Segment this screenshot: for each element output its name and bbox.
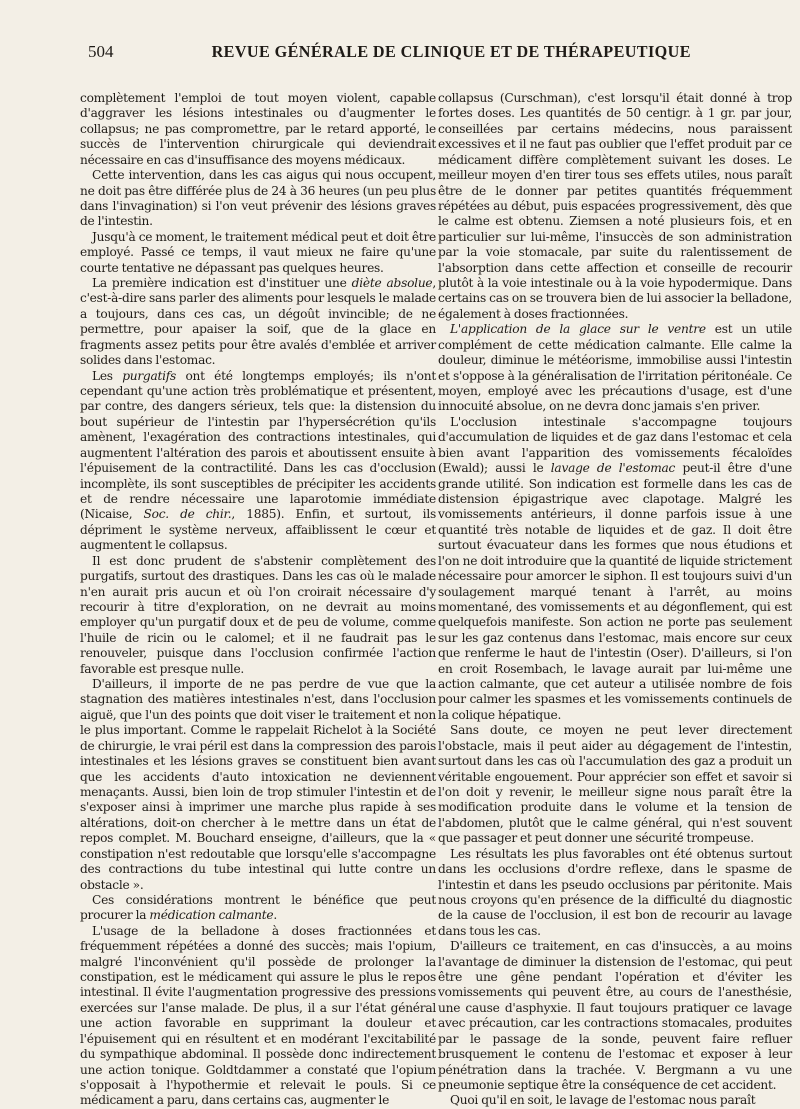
text-run: Les [92, 368, 123, 383]
paragraph [80, 230, 436, 276]
text-run: collapsus (Curschman), c'est lorsqu'il était donné à trop fortes doses. Les quantités de 50 centigr. à 1 gr. par jour, conseillées par certains médecins, nous paraissent excessives et il ne faut pas oublier que l'effet produit par ce médicament diffère complètement suivant les doses. Le meilleur moyen d'en tirer tous ses effets utiles, nous paraît être de le donner par petites quantités fréquemment répétées au début, puis espacées progressivement, dès que le calme est obtenu. Ziemsen a noté plusieurs fois, et en particulier sur lui-même, l'insuccès de son administration par la voie stomacale, par suite du ralentissement de l'absorption dans cette affection et conseille de recourir plutôt à la voie intestinale ou à la voie hypodermique. Dans certains cas on se trouvera bien de lui associer la belladone, également à doses fractionnées. [438, 91, 792, 321]
text-run: D'ailleurs ce traitement, en cas d'insuccès, a au moins l'avantage de diminuer la distension de l'estomac, qui peut être une gêne pendant l'opération et d'éviter les vomissements qui peuvent être, au cours de l'anesthésie, une cause d'asphyxie. Il faut toujours pratiquer ce lavage avec précaution, car les contractions stomacales, produites par le passage de la sonde, peuvent faire refluer brusquement le contenu de l'estomac et exposer à leur pénétration dans la trachée. V. Bergmann a vu une pneumonie septique être la conséquence de cet accident. [438, 939, 792, 1092]
italic-text: diète absolue [351, 276, 433, 291]
paragraph [80, 276, 436, 369]
text-run: D'ailleurs, il importe de ne pas perdre de vue que la stagnation des matières intestinales n'est, dans l'occlusion aiguë, que l'un des points que doit viser le traitement et non le plus important. Comme le rappelait Richelot à la Société de chirurgie, le vrai péril est dans la compression des parois intestinales et les lésions graves se constituent bien avant que les accidents d'auto intoxication ne deviennent menaçants. Aussi, bien loin de trop stimuler l'intestin et de s'exposer ainsi à imprimer une marche plus rapide à ses altérations, doit-on chercher à le mettre dans un état de repos complet. M. Bouchard enseigne, d'ailleurs, que la « constipation n'est redoutable que lorsqu'elle s'accompagne des contractions du tube intestinal qui lutte contre un obstacle ». [80, 677, 436, 892]
text-run: Ces considérations montrent le bénéfice que peut procurer la [80, 892, 436, 923]
paragraph [80, 554, 436, 677]
paragraph [80, 893, 436, 924]
text-run: Jusqu'à ce moment, le traitement médical peut et doit être employé. Passé ce temps, il vaut mieux ne faire qu'une courte tentative ne dépassant pas quelques heures. [80, 229, 436, 275]
text-run: Il est donc prudent de s'abstenir complètement des purgatifs, surtout des drastiques. Dans les cas où le malade n'en aurait pris aucun et où l'on croirait nécessaire d'y recourir à titre d'exploration, on ne devrait au moins employer qu'un purgatif doux et de peu de volume, comme l'huile de ricin ou le calomel; et il ne faudrait pas le renouveler, puisque dans l'occlusion confirmée l'action favorable est presque nulle. [80, 553, 436, 676]
text-run: L'usage de la belladone à doses fractionnées et fréquemment répétées a donné des succès; mais l'opium, malgré l'inconvénient qu'il possède de prolonger la constipation, est le médicament qui assure le plus le repos intestinal. Il évite l'augmentation progressive des pressions exercées sur l'anse malade. De plus, il a sur l'état général une action favorable en supprimant la douleur et l'épuisement qui en résultent et en modérant l'excitabilité du sympathique abdominal. Il possède donc indirectement une action tonique. Goldtdammer a constaté que l'opium s'opposait à l'hypothermie et relevait le pouls. Si ce médicament a paru, dans certains cas, augmenter le [80, 923, 436, 1108]
text-run: L'occlusion intestinale s'accompagne toujours d'accumulation de liquides et de gaz dans l'estomac et cela bien avant l'apparition des vomissements fécaloïdes (Ewald); aussi le [438, 414, 792, 476]
text-run: , c'est-à-dire sans parler des aliments pour lesquels le malade a toujours, dans ces cas, un dégoût invincible; de ne permettre, pour apaiser la soif, que de la glace en fragments assez petits pour être avalés d'emblée et arriver solides dans l'estomac. [80, 276, 436, 368]
paragraph [80, 91, 436, 168]
paragraph [438, 939, 792, 1093]
paragraph [80, 924, 436, 1109]
italic-text: Soc. de chir. [143, 507, 232, 522]
text-run: . [273, 908, 277, 923]
italic-text: lavage de l'estomac [550, 461, 676, 476]
paragraph [438, 91, 792, 322]
paragraph [438, 415, 792, 723]
running-title: REVUE GÉNÉRALE DE CLINIQUE ET DE THÉRAPEUTIQUE [211, 42, 691, 61]
paragraph [80, 369, 436, 554]
italic-text: purgatifs [122, 368, 177, 383]
text-run: , 1885). Enfin, et surtout, ils dépriment le système nerveux, affaiblissent le cœur et augmentent le collapsus. [80, 507, 436, 553]
text-run: La première indication est d'instituer une [92, 276, 352, 291]
text-run: Les résultats les plus favorables ont été obtenus surtout dans les occlusions d'ordre reflexe, dans le spasme de l'intestin et dans les pseudo occlusions par péritonite. Mais nous croyons qu'en présence de la difficulté du diagnostic de la cause de l'occlusion, il est bon de recourir au lavage dans tous les cas. [438, 846, 792, 938]
page-number: 504 [88, 42, 114, 61]
paragraph [80, 677, 436, 893]
paragraph [438, 1093, 792, 1108]
left-column [80, 91, 437, 1108]
text-run: Sans doute, ce moyen ne peut lever directement l'obstacle, mais il peut aider au dégagement de l'intestin, surtout dans les cas où l'accumulation des gaz a produit un véritable engouement. Pour apprécier son effet et savoir si l'on doit y revenir, le meilleur signe nous paraît être la modification produite dans le volume et la tension de l'abdomen, plutôt que le calme général, qui n'est souvent que passager et peut donner une sécurité trompeuse. [438, 723, 792, 846]
paragraph [80, 168, 436, 230]
text-run: Quoi qu'il en soit, le lavage de l'estomac nous paraît [450, 1093, 756, 1108]
paragraph [438, 322, 792, 415]
italic-text: médication calmante [149, 908, 274, 923]
paragraph [438, 847, 792, 940]
italic-text: L'application de la glace sur le ventre [450, 322, 706, 337]
text-run: complètement l'emploi de tout moyen violent, capable d'aggraver les lésions intestinales ou d'augmenter le collapsus; ne pas compromettre, par le retard apporté, le succès de l'intervention chirurgicale qui deviendrait nécessaire en cas d'insuffisance des moyens médicaux. [80, 91, 436, 167]
text-run: peut-il être d'une grande utilité. Son indication est formelle dans les cas de distension épigastrique avec clapotage. Malgré les vomissements antérieurs, il donne parfois issue à une quantité très notable de liquides et de gaz. Il doit être surtout évacuateur dans les formes que nous étudions et l'on ne doit introduire que la quantité de liquide strictement nécessaire pour amorcer le siphon. Il est toujours suivi d'un soulagement marqué tenant à l'arrêt, au moins momentané, des vomissements et au dégonflement, qui est quelquefois manifeste. Son action ne porte pas seulement sur les gaz contenus dans l'estomac, mais encore sur ceux que renferme le haut de l'intestin (Oser). D'ailleurs, si l'on en croit Rosembach, le lavage aurait par lui-même une action calmante, que cet auteur a utilisée nombre de fois pour calmer les spasmes et les vomissements continuels de la colique hépatique. [438, 461, 792, 722]
page-header [88, 42, 788, 66]
text-run: Cette intervention, dans les cas aigus qui nous occupent, ne doit pas être différée plus de 24 à 36 heures (un peu plus dans l'invagination) si l'on veut prévenir des lésions graves de l'intestin. [80, 168, 436, 229]
text-run: ont été longtemps employés; ils n'ont cependant qu'une action très problématique et présentent, par contre, des dangers sérieux, tels que: la distension du bout supérieur de l'intestin par l'hypersécrétion qu'ils amènent, l'exagération des contractions intestinales, qui augmentent l'altération des parois et aboutissent ensuite à l'épuisement de la contractilité. Dans les cas d'occlusion incomplète, ils sont susceptibles de précipiter les accidents et de rendre nécessaire une laparotomie immédiate (Nicaise, [80, 368, 437, 522]
text-run: est un utile complément de cette médication calmante. Elle calme la douleur, diminue le météorisme, immobilise aussi l'intestin et s'oppose à la généralisation de l'irritation péritonéale. Ce moyen, employé avec les précautions d'usage, est d'une innocuité absolue, on ne devra donc jamais s'en priver. [438, 322, 792, 414]
paragraph [438, 723, 792, 846]
right-column [438, 91, 792, 1108]
